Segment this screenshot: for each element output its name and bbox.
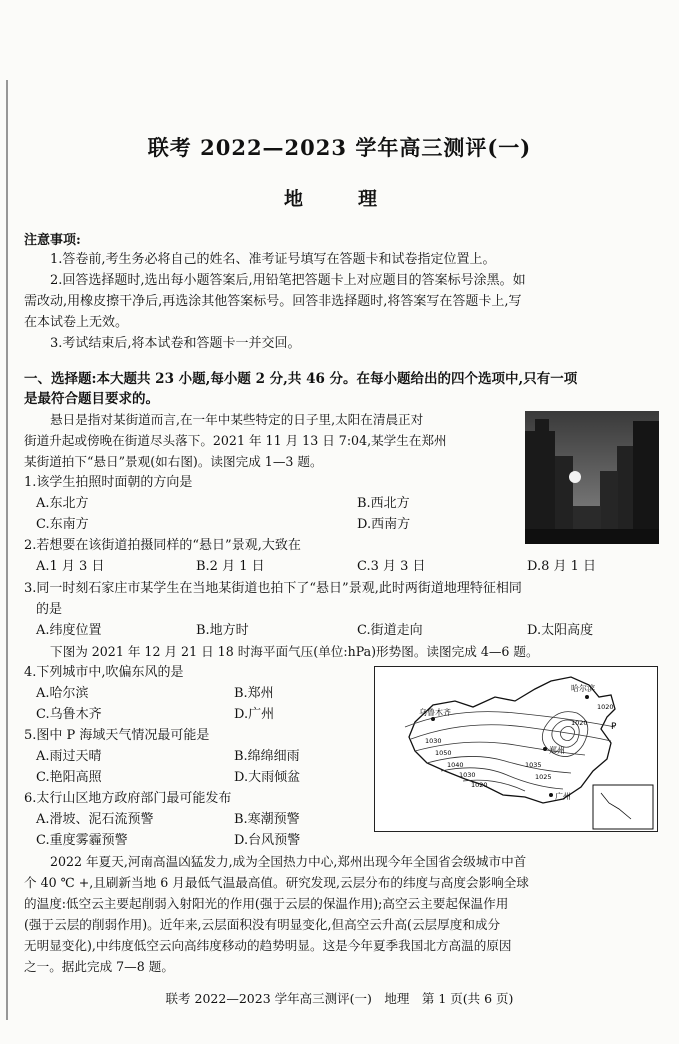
option-c: C.重度雾霾预警 [36,833,128,848]
option-b: B.郑州 [234,686,274,701]
question-stem: 5.图中 P 海域天气情况最可能是 [24,728,210,743]
option-d: D.台风预警 [234,833,301,848]
notice-item: 1.答卷前,考生务必将自己的姓名、准考证号填写在答题卡和试卷指定位置上。 [50,252,496,267]
notice-item: 在本试卷上无效。 [24,315,129,330]
option-c: C.东南方 [36,517,89,532]
option-a: A.纬度位置 [36,623,102,638]
section-heading-cont: 是最符合题目要求的。 [24,391,159,407]
section-heading: 一、选择题:本大题共 23 小题,每小题 2 分,共 46 分。在每小题给出的四个选项中,只有一项 [24,371,578,387]
sunset-street-photo [525,411,659,544]
passage-line: 悬日是指对某街道而言,在一年中某些特定的日子里,太阳在清晨正对 [50,412,424,427]
isobar-value: 1050 [435,749,452,757]
notice-heading: 注意事项: [24,233,81,248]
notice-item: 需改动,用橡皮擦干净后,再选涂其他答案标号。回答非选择题时,将答案写在答题卡上,写 [24,294,522,309]
option-c: C.3 月 3 日 [357,559,426,574]
option-d: D.广州 [234,707,275,722]
map-label-zhengzhou: 郑州 [549,746,565,755]
isobar-value: 1030 [425,737,442,745]
question-stem-cont: 的是 [36,602,63,617]
option-a: A.雨过天晴 [36,749,102,764]
map-label-guangzhou: 广州 [555,792,571,801]
page-footer: 联考 2022—2023 学年高三测评(一) 地理 第 1 页(共 6 页) [165,991,514,1006]
option-c: C.乌鲁木齐 [36,707,102,722]
option-d: D.大雨倾盆 [234,770,301,785]
harbin-dot [585,695,589,699]
option-d: D.西南方 [357,517,411,532]
pressure-map [374,666,658,832]
passage-line: 的温度:低空云主要起削弱入射阳光的作用(强于云层的保温作用);高空云主要起保温作用 [24,896,509,911]
isobar-value: 1040 [447,761,464,769]
notice-item: 3.考试结束后,将本试卷和答题卡一并交回。 [50,336,301,351]
urumqi-dot [431,717,435,721]
isobar-value: 1025 [535,773,552,781]
scan-edge-line [6,80,8,1020]
passage-line: (强于云层的削弱作用)。近年来,云层面积没有明显变化,但高空云升高(云层厚度和成分 [24,917,501,932]
question-stem: 3.同一时刻石家庄市某学生在当地某街道也拍下了“悬日”景观,此时两街道地理特征相同 [24,581,522,596]
option-a: A.哈尔滨 [36,686,89,701]
option-b: B.绵绵细雨 [234,749,300,764]
passage-line: 下图为 2021 年 12 月 21 日 18 时海平面气压(单位:hPa)形势图。读图完成 4—6 题。 [50,644,539,659]
passage-line: 之一。据此完成 7—8 题。 [24,959,174,974]
option-d: D.太阳高度 [527,623,594,638]
question-stem: 4.下列城市中,吹偏东风的是 [24,665,184,680]
isobar-value: 1035 [525,761,542,769]
question-stem: 6.太行山区地方政府部门最可能发布 [24,791,232,806]
guangzhou-dot [549,793,553,797]
passage-line: 某街道拍下“悬日”景观(如右图)。读图完成 1—3 题。 [24,454,323,469]
option-c: C.艳阳高照 [36,770,102,785]
passage-line: 2022 年夏天,河南高温凶猛发力,成为全国热力中心,郑州出现今年全国省会级城市中首 [50,854,527,869]
option-d: D.8 月 1 日 [527,559,597,574]
question-stem: 2.若想要在该街道拍摄同样的“悬日”景观,大致在 [24,538,301,553]
map-label-urumqi: 乌鲁木齐 [419,708,451,717]
map-label-harbin: 哈尔滨 [571,684,595,693]
option-b: B.地方时 [196,623,249,638]
isobar-value: 1030 [459,771,476,779]
passage-line: 街道升起或傍晚在街道尽头落下。2021 年 11 月 13 日 7:04,某学生在郑州 [24,433,447,448]
option-a: A.东北方 [36,496,89,511]
exam-title: 联考 2022—2023 学年高三测评(一) [147,135,532,160]
isobar-value: 1020 [471,781,488,789]
isobar-value: 1020 [571,719,588,727]
map-label-p: P [611,722,617,732]
passage-line: 无明显变化),中纬度低空云向高纬度移动的趋势明显。这是今年夏季我国北方高温的原因 [24,938,512,953]
exam-subject: 地 理 [283,188,395,210]
notice-item: 2.回答选择题时,选出每小题答案后,用铅笔把答题卡上对应题目的答案标号涂黑。如 [50,273,526,288]
option-a: A.1 月 3 日 [36,559,105,574]
passage-line: 个 40 ℃ +,且刷新当地 6 月最低气温最高值。研究发现,云层分布的纬度与高度会影响全球 [24,875,529,890]
option-b: B.西北方 [357,496,410,511]
zhengzhou-dot [543,747,547,751]
question-stem: 1.该学生拍照时面朝的方向是 [24,475,193,490]
option-b: B.2 月 1 日 [196,559,265,574]
option-a: A.滑坡、泥石流预警 [36,812,154,827]
option-b: B.寒潮预警 [234,812,300,827]
option-c: C.街道走向 [357,623,423,638]
isobar-value: 1020 [597,703,614,711]
